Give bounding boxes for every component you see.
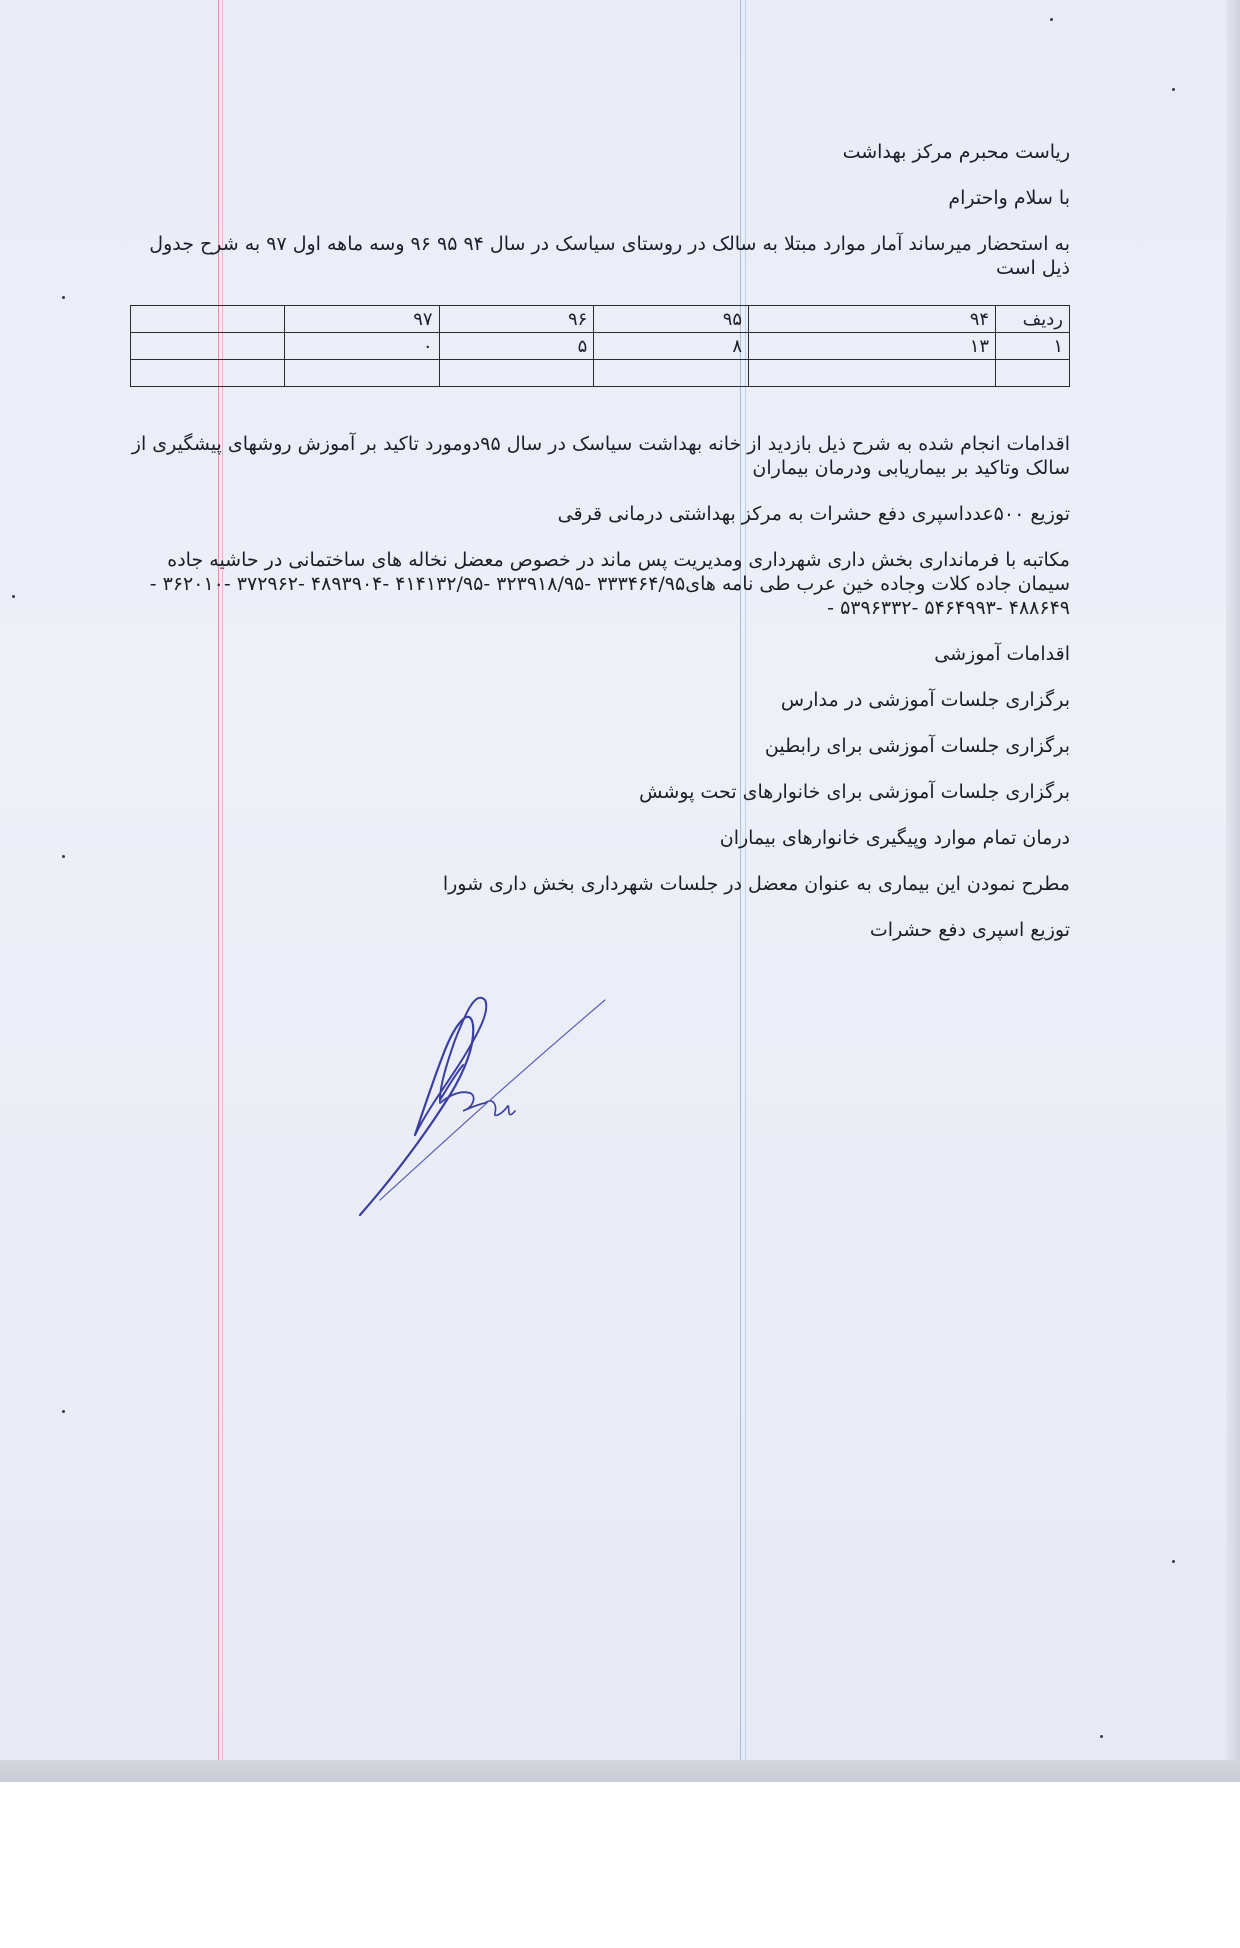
table-header-row <box>131 306 1070 333</box>
table-cell: ردیف <box>996 306 1070 333</box>
table-cell <box>131 360 285 387</box>
table-cell <box>749 360 996 387</box>
scan-speck <box>1050 18 1053 21</box>
scan-speck <box>12 595 15 598</box>
table-cell: ۸ <box>594 333 749 360</box>
table-cell: ۹۵ <box>594 306 749 333</box>
page-bottom-shadow <box>0 1760 1240 1782</box>
actions-section <box>130 432 1070 964</box>
salutation-greeting: با سلام واحترام <box>948 187 1070 209</box>
table-cell <box>996 360 1070 387</box>
scan-speck <box>1172 1560 1175 1563</box>
letter-header <box>130 140 1070 302</box>
list-item: توزیع اسپری دفع حشرات <box>869 919 1070 941</box>
scan-speck <box>1100 1735 1103 1738</box>
scan-speck <box>62 1410 65 1413</box>
list-item: مطرح نمودن این بیماری به عنوان معضل در جلسات شهرداری بخش داری شورا <box>442 873 1070 895</box>
table-cell <box>284 360 439 387</box>
table-cell <box>131 333 285 360</box>
table-cell: ۹۶ <box>439 306 594 333</box>
intro-paragraph: به استحضار میرساند آمار موارد مبتلا به سالک در روستای سیاسک در سال ۹۴ ۹۵ ۹۶ وسه ماهه اول ۹۷ به شرح جدول ذیل است <box>149 233 1070 279</box>
cases-table <box>130 305 1070 387</box>
table-cell: ۱ <box>996 333 1070 360</box>
table-row <box>131 360 1070 387</box>
actions-paragraph-correspondence: مکاتبه با فرمانداری بخش داری شهرداری ومدیریت پس ماند در خصوص معضل نخاله های ساختمانی در حاشیه جاده سیمان جاده کلات وجاده خین عرب طی نامه های۳۳۳۴۶۴/۹۵ -۳۲۳۹۱۸/۹۵ -۴۱۴۱۳۲/۹۵ -۴۸۹۳۹۰۴ -۳۷۲۹۶۲ -۳۶۲۰۱۰ - ۴۸۸۶۴۹ -۵۴۶۴۹۹۳ -۵۳۹۶۳۳۲ - <box>149 549 1070 619</box>
scan-speck <box>62 296 65 299</box>
education-heading: اقدامات آموزشی <box>934 643 1070 665</box>
table-cell: ۵ <box>439 333 594 360</box>
salutation-recipient: ریاست محبرم مرکز بهداشت <box>842 141 1070 163</box>
scan-speck <box>1172 88 1175 91</box>
actions-paragraph-spray: توزیع ۵۰۰عدداسپری دفع حشرات به مرکز بهداشتی درمانی قرقی <box>557 503 1070 525</box>
table-row <box>131 333 1070 360</box>
scan-speck <box>62 855 65 858</box>
table-cell <box>131 306 285 333</box>
handwritten-signature <box>355 985 615 1220</box>
table-cell: ۱۳ <box>749 333 996 360</box>
table-cell: ۰ <box>284 333 439 360</box>
list-item: برگزاری جلسات آموزشی برای رابطین <box>764 735 1070 757</box>
page-edge <box>1226 0 1240 1782</box>
table-cell <box>594 360 749 387</box>
actions-paragraph-visit: اقدامات انجام شده به شرح ذیل بازدید از خانه بهداشت سیاسک در سال ۹۵دومورد تاکید بر آموزش روشهای پیشگیری از سالک وتاکید بر بیماریابی ودرمان بیماران <box>131 433 1070 479</box>
list-item: درمان تمام موارد وپیگیری خانوارهای بیماران <box>719 827 1070 849</box>
list-item: برگزاری جلسات آموزشی در مدارس <box>780 689 1070 711</box>
list-item: برگزاری جلسات آموزشی برای خانوارهای تحت پوشش <box>639 781 1070 803</box>
table-cell <box>439 360 594 387</box>
table-cell: ۹۴ <box>749 306 996 333</box>
table-cell: ۹۷ <box>284 306 439 333</box>
